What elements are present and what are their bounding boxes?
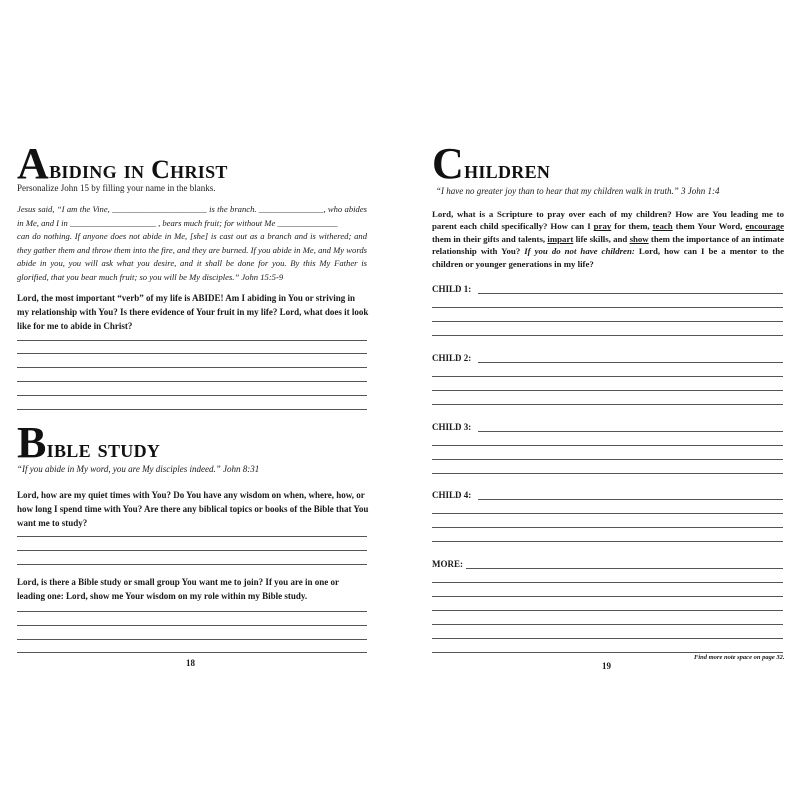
children-question-show: show bbox=[629, 233, 649, 244]
children-question bbox=[432, 208, 784, 270]
more-line-3[interactable] bbox=[432, 596, 783, 597]
bible-study-answer-line-6[interactable] bbox=[17, 639, 367, 640]
bible-study-heading-cap: B bbox=[17, 418, 47, 467]
abiding-answer-line-1[interactable] bbox=[17, 340, 367, 341]
more-line-4[interactable] bbox=[432, 610, 783, 611]
child-2-label: CHILD 2: bbox=[432, 353, 472, 363]
children-heading-rest: hildren bbox=[464, 155, 551, 184]
child-1-line-1[interactable] bbox=[478, 293, 783, 294]
abiding-answer-line-6[interactable] bbox=[17, 409, 367, 410]
bible-study-verse: “If you abide in My word, you are My disciples indeed.” John 8:31 bbox=[17, 464, 260, 474]
abiding-verse-2: can do nothing. If anyone does not abide in Me, [she] is cast out as a branch and is withered; and they gather them and throw them into the fire, and they are burned. If you abide in Me, and My words abide in you, you will ask what you desire, and it shall be done for you. By this My Father is glorified, that you bear much fruit; so you will be My disciples.” John 15:5-9 bbox=[17, 231, 367, 282]
children-question-part-d: them in their gifts and talents, bbox=[432, 233, 548, 244]
children-question-impart: impart bbox=[547, 233, 574, 244]
abiding-heading-rest: biding in Christ bbox=[49, 155, 228, 184]
abiding-answer-line-3[interactable] bbox=[17, 367, 367, 368]
children-question-part-c: them Your Word, bbox=[672, 221, 746, 232]
child-2-line-3[interactable] bbox=[432, 390, 783, 391]
child-4-line-2[interactable] bbox=[432, 513, 783, 514]
right-page bbox=[400, 0, 800, 800]
page-number-right: 19 bbox=[602, 661, 611, 671]
abiding-heading-cap: A bbox=[17, 139, 50, 188]
child-3-line-3[interactable] bbox=[432, 459, 783, 460]
bible-study-answer-line-1[interactable] bbox=[17, 536, 367, 537]
children-question-part-f: them the importance of an intimate relationship with You? bbox=[432, 233, 784, 257]
bible-study-question-2: Lord, is there a Bible study or small group You want me to join? If you are in one or leading one: Lord, show me Your wisdom on my role within my Bible study. bbox=[17, 577, 339, 601]
abiding-answer-line-2[interactable] bbox=[17, 353, 367, 354]
child-1-line-4[interactable] bbox=[432, 335, 783, 336]
child-4-line-4[interactable] bbox=[432, 541, 783, 542]
more-label: MORE: bbox=[432, 559, 463, 569]
child-4-line-3[interactable] bbox=[432, 527, 783, 528]
more-line-6[interactable] bbox=[432, 638, 783, 639]
bible-study-heading-rest: ible study bbox=[46, 434, 161, 463]
children-question-part-a: Lord, what is a Scripture to pray over each of my children? How are You leading me to parent each child specifically? How can I bbox=[432, 209, 784, 232]
abiding-instruction: Personalize John 15 by filling your name in the blanks. bbox=[17, 183, 216, 193]
more-note-space: Find more note space on page 32. bbox=[694, 654, 785, 661]
bible-study-question-1: Lord, how are my quiet times with You? Do You have any wisdom on when, where, how, or how long I spend time with You? Are there any biblical topics or books of the Bible that You want me to study? bbox=[17, 490, 369, 528]
bible-study-answer-line-3[interactable] bbox=[17, 564, 367, 565]
child-3-label: CHILD 3: bbox=[432, 422, 472, 432]
child-4-label: CHILD 4: bbox=[432, 490, 472, 500]
child-3-line-1[interactable] bbox=[478, 431, 783, 432]
bible-study-answer-line-5[interactable] bbox=[17, 625, 367, 626]
child-3-line-4[interactable] bbox=[432, 473, 783, 474]
children-question-part-g: Lord, how can I be a mentor to the children or younger generations in my life? bbox=[432, 246, 784, 269]
abiding-verse-1: Jesus said, “I am the Vine, ______________________ is the branch. _______________, who abides in Me, and I in ____________________ , bears much fruit; for without Me ______________ bbox=[17, 204, 367, 228]
child-1-line-3[interactable] bbox=[432, 321, 783, 322]
children-question-part-e: life skills, and bbox=[573, 233, 630, 244]
bible-study-answer-line-4[interactable] bbox=[17, 611, 367, 612]
child-4-line-1[interactable] bbox=[478, 499, 783, 500]
children-question-pray: pray bbox=[593, 221, 612, 232]
children-question-teach: teach bbox=[652, 221, 673, 232]
more-line-5[interactable] bbox=[432, 624, 783, 625]
children-question-part-b: for them, bbox=[611, 221, 653, 232]
children-question-italic: If you do not have children: bbox=[524, 246, 635, 257]
bible-study-answer-line-2[interactable] bbox=[17, 550, 367, 551]
abiding-question: Lord, the most important “verb” of my life is ABIDE! Am I abiding in You or striving in my relationship with You? Is there evidence of Your fruit in my life? Lord, what does it look like for me to abide in Christ? bbox=[17, 293, 369, 331]
children-verse: “I have no greater joy than to hear that my children walk in truth.” 3 John 1:4 bbox=[436, 186, 720, 196]
children-heading-cap: C bbox=[432, 139, 465, 188]
bible-study-heading bbox=[17, 418, 161, 467]
child-3-line-2[interactable] bbox=[432, 445, 783, 446]
child-1-line-2[interactable] bbox=[432, 307, 783, 308]
child-2-line-4[interactable] bbox=[432, 404, 783, 405]
abiding-answer-line-5[interactable] bbox=[17, 395, 367, 396]
children-question-encourage: encourage bbox=[745, 221, 784, 232]
more-line-2[interactable] bbox=[432, 582, 783, 583]
child-2-line-2[interactable] bbox=[432, 376, 783, 377]
children-heading bbox=[432, 139, 551, 188]
abiding-answer-line-4[interactable] bbox=[17, 381, 367, 382]
bible-study-answer-line-7[interactable] bbox=[17, 652, 367, 653]
page-number-left: 18 bbox=[186, 658, 195, 668]
more-line-1[interactable] bbox=[466, 568, 783, 569]
child-1-label: CHILD 1: bbox=[432, 284, 472, 294]
more-line-7[interactable] bbox=[432, 652, 783, 653]
child-2-line-1[interactable] bbox=[478, 362, 783, 363]
